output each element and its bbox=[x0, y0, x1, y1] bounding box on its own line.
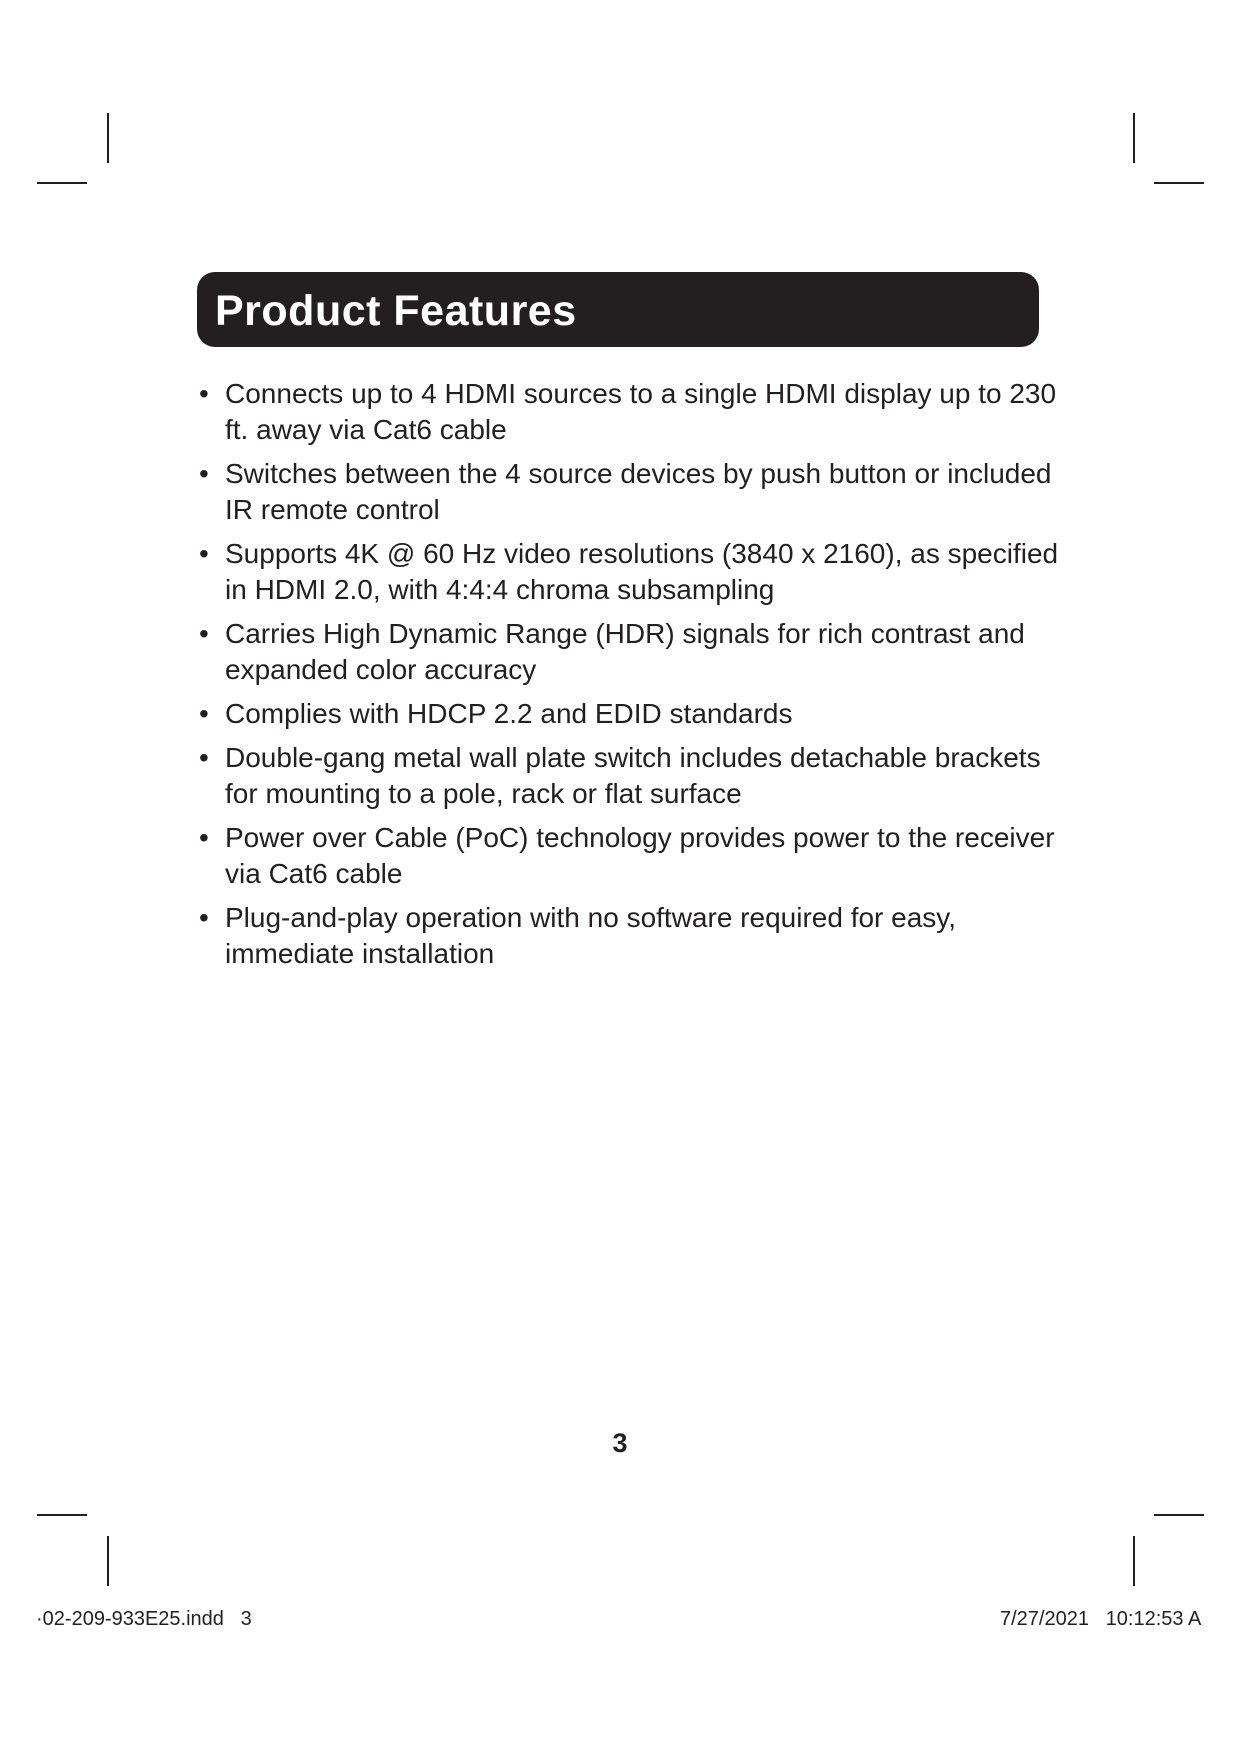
bullet-icon: • bbox=[199, 698, 209, 729]
bullet-icon: • bbox=[199, 902, 209, 933]
slug-filename: ·02-209-933E25.indd 3 bbox=[36, 1608, 252, 1630]
feature-item bbox=[199, 536, 1059, 608]
bullet-icon: • bbox=[199, 458, 209, 489]
crop-mark-top-left-vertical bbox=[107, 113, 109, 163]
feature-item bbox=[199, 900, 1059, 972]
crop-mark-bottom-left-horizontal bbox=[37, 1514, 87, 1516]
crop-mark-top-right-horizontal bbox=[1154, 182, 1204, 184]
feature-text: Double-gang metal wall plate switch includes detachable brackets for mounting to a pole, rack or flat surface bbox=[225, 742, 1041, 809]
page-number: 3 bbox=[612, 1428, 628, 1458]
feature-list bbox=[199, 376, 1059, 980]
bullet-icon: • bbox=[199, 378, 209, 409]
section-header-bar bbox=[197, 272, 1039, 347]
crop-mark-bottom-left-vertical bbox=[107, 1536, 109, 1586]
feature-item bbox=[199, 616, 1059, 688]
section-title: Product Features bbox=[215, 287, 577, 335]
feature-text: Plug-and-play operation with no software required for easy, immediate installation bbox=[225, 902, 956, 969]
feature-item bbox=[199, 376, 1059, 448]
bullet-icon: • bbox=[199, 538, 209, 569]
crop-mark-bottom-right-vertical bbox=[1133, 1536, 1135, 1586]
crop-mark-top-right-vertical bbox=[1133, 113, 1135, 163]
feature-text: Power over Cable (PoC) technology provides power to the receiver via Cat6 cable bbox=[225, 822, 1055, 889]
bullet-icon: • bbox=[199, 822, 209, 853]
bullet-icon: • bbox=[199, 742, 209, 773]
crop-mark-bottom-right-horizontal bbox=[1154, 1514, 1204, 1516]
slug-datetime: 7/27/2021 10:12:53 A bbox=[1000, 1608, 1202, 1630]
feature-text: Switches between the 4 source devices by push button or included IR remote control bbox=[225, 458, 1052, 525]
feature-text: Carries High Dynamic Range (HDR) signals for rich contrast and expanded color accuracy bbox=[225, 618, 1025, 685]
feature-item bbox=[199, 820, 1059, 892]
feature-text: Connects up to 4 HDMI sources to a single HDMI display up to 230 ft. away via Cat6 cable bbox=[225, 378, 1057, 445]
feature-item bbox=[199, 456, 1059, 528]
feature-text: Supports 4K @ 60 Hz video resolutions (3840 x 2160), as specified in HDMI 2.0, with 4:4:4 chroma subsampling bbox=[225, 538, 1059, 605]
crop-mark-top-left-horizontal bbox=[37, 182, 87, 184]
feature-item bbox=[199, 740, 1059, 812]
feature-text: Complies with HDCP 2.2 and EDID standards bbox=[225, 698, 793, 729]
bullet-icon: • bbox=[199, 618, 209, 649]
feature-item bbox=[199, 696, 1059, 732]
